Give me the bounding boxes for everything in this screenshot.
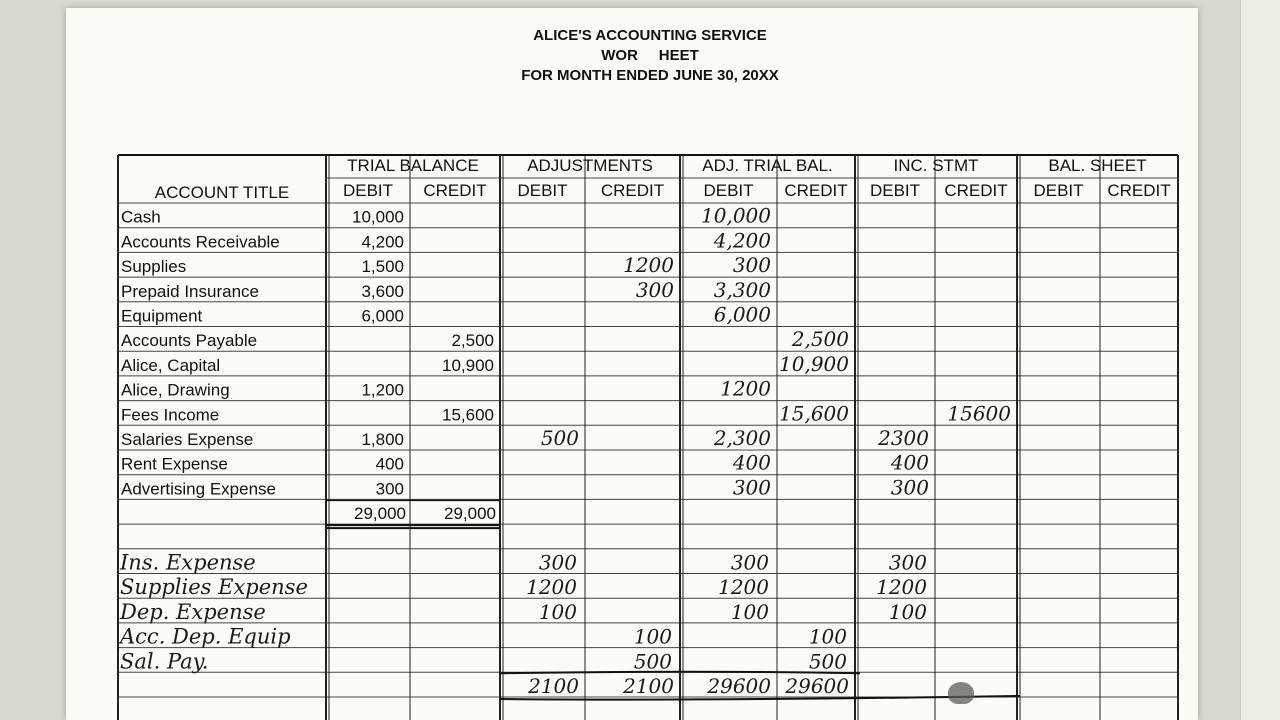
final-total: 2100 [623, 674, 674, 698]
amount: 10,000 [352, 207, 404, 227]
amount: 400 [375, 454, 404, 474]
handwritten-amount: 100 [730, 599, 769, 624]
handwritten-account: Acc. Dep. Equip [120, 624, 291, 649]
handwritten-amount: 100 [633, 624, 672, 649]
account-title: Rent Expense [121, 454, 228, 474]
account-title: Cash [121, 207, 161, 227]
amount: 1,200 [361, 380, 404, 400]
handwritten-account: Dep. Expense [120, 599, 266, 624]
account-title: Accounts Payable [121, 331, 258, 351]
handwritten-amount: 15,600 [779, 401, 849, 426]
handwritten-amount: 300 [538, 550, 577, 575]
handwritten-amount: 100 [888, 599, 927, 624]
account-title-header: ACCOUNT TITLE [154, 183, 290, 202]
handwritten-amount: 300 [890, 475, 929, 500]
credit-header: CREDIT [1107, 181, 1171, 200]
handwritten-amount: 1200 [720, 376, 771, 401]
company-name: ALICE'S ACCOUNTING SERVICE [533, 27, 767, 44]
account-title: Salaries Expense [121, 430, 254, 449]
tb-total-debit: 29,000 [354, 504, 406, 524]
amount: 1,800 [361, 430, 404, 449]
handwritten-amount: 15600 [947, 401, 1011, 426]
handwritten-amount: 400 [890, 450, 929, 475]
section-header: ADJUSTMENTS [527, 156, 653, 175]
final-total: 29600 [707, 674, 771, 698]
final-total: 2100 [528, 674, 579, 698]
amount: 10,900 [442, 355, 494, 375]
account-title: Alice, Capital [121, 355, 221, 375]
amount: 2,500 [451, 331, 494, 351]
tb-total-credit: 29,000 [444, 504, 496, 524]
handwritten-account: Ins. Expense [120, 550, 256, 575]
credit-header: CREDIT [944, 181, 1008, 200]
amount: 1,500 [361, 257, 404, 277]
handwritten-amount: 300 [732, 475, 771, 500]
handwritten-amount: 300 [635, 277, 674, 302]
handwritten-amount: 100 [538, 599, 577, 624]
handwritten-amount: 500 [540, 426, 579, 450]
amount: 3,600 [361, 281, 404, 301]
section-header: ADJ. TRIAL BAL. [702, 156, 833, 175]
pen-tip [948, 682, 974, 704]
form-title: WOR HEET [601, 47, 699, 64]
handwritten-amount: 1200 [623, 253, 674, 278]
account-title: Fees Income [121, 405, 220, 425]
handwritten-amount: 2,500 [791, 327, 849, 352]
handwritten-amount: 10,000 [701, 203, 771, 228]
section-header: BAL. SHEET [1048, 156, 1147, 175]
account-title: Prepaid Insurance [121, 281, 259, 301]
handwritten-amount: 100 [808, 624, 847, 649]
debit-header: DEBIT [1033, 181, 1084, 200]
amount: 6,000 [361, 306, 404, 326]
account-title: Accounts Receivable [121, 232, 280, 252]
handwritten-amount: 300 [888, 550, 927, 575]
handwritten-amount: 10,900 [779, 351, 849, 376]
credit-header: CREDIT [600, 181, 665, 200]
handwritten-amount: 4,200 [713, 228, 771, 253]
amount: 4,200 [361, 232, 404, 252]
account-title: Alice, Drawing [121, 380, 230, 400]
credit-header: CREDIT [784, 181, 848, 200]
handwritten-amount: 1200 [876, 575, 927, 600]
period-line: FOR MONTH ENDED JUNE 30, 20XX [521, 67, 779, 84]
handwritten-amount: 3,300 [713, 277, 771, 302]
debit-header: DEBIT [342, 181, 394, 200]
handwritten-amount: 500 [808, 649, 847, 674]
debit-header: DEBIT [517, 181, 568, 200]
account-title: Equipment [121, 306, 203, 326]
section-header: TRIAL BALANCE [347, 156, 479, 175]
debit-header: DEBIT [703, 181, 754, 200]
final-total: 29600 [785, 674, 849, 698]
account-title: Supplies [121, 257, 187, 277]
amount: 15,600 [442, 405, 494, 425]
handwritten-amount: 1200 [718, 575, 769, 600]
account-title: Advertising Expense [121, 479, 276, 499]
handwritten-amount: 6,000 [713, 302, 771, 327]
handwritten-amount: 2,300 [713, 426, 771, 450]
handwritten-amount: 400 [732, 450, 771, 475]
section-header: INC. STMT [893, 156, 979, 175]
credit-header: CREDIT [423, 181, 487, 200]
handwritten-amount: 2300 [878, 426, 929, 450]
handwritten-account: Supplies Expense [120, 575, 308, 600]
handwritten-account: Sal. Pay. [120, 649, 209, 674]
handwritten-amount: 300 [732, 253, 771, 278]
handwritten-amount: 500 [633, 649, 672, 674]
handwritten-amount: 1200 [526, 575, 577, 600]
handwritten-amount: 300 [730, 550, 769, 575]
amount: 300 [375, 479, 404, 499]
debit-header: DEBIT [869, 181, 921, 200]
